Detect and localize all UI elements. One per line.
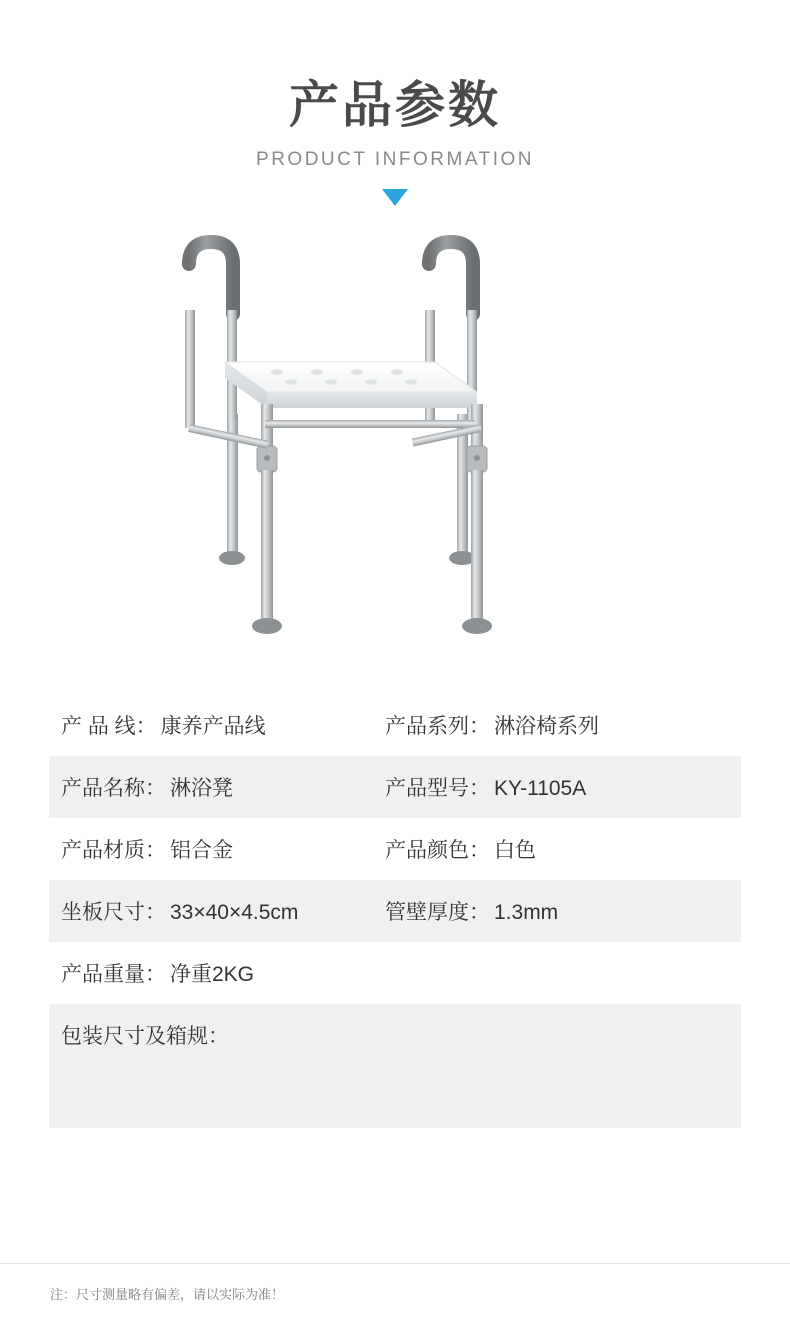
spec-cell: [49, 772, 381, 802]
table-row: [49, 880, 741, 942]
page-subtitle: PRODUCT INFORMATION: [256, 149, 534, 170]
spec-value: 净重2KG: [170, 963, 255, 986]
spec-label: 产品型号：: [385, 777, 490, 800]
spec-cell: [381, 896, 741, 926]
spec-value: 1.3mm: [494, 901, 559, 924]
stool-front-legs: [252, 404, 492, 634]
spec-label: 产 品 线：: [61, 715, 157, 738]
spec-table: [49, 694, 741, 1128]
footer-note-bar: [0, 1263, 790, 1323]
spec-label: 产品颜色：: [385, 839, 490, 862]
spec-value: KY-1105A: [494, 777, 587, 800]
table-row: [49, 756, 741, 818]
spec-cell: [49, 896, 381, 926]
table-row: [49, 1066, 741, 1128]
table-row: [49, 942, 741, 1004]
spec-label: 坐板尺寸：: [61, 901, 166, 924]
spec-cell: [381, 772, 741, 802]
spec-label: 管壁厚度：: [385, 901, 490, 924]
spec-value: 淋浴椅系列: [494, 715, 599, 738]
page-header: [0, 0, 790, 206]
spec-cell: [381, 710, 741, 740]
spec-label: 产品系列：: [385, 715, 490, 738]
spec-label: 产品材质：: [61, 839, 166, 862]
spec-value: 33×40×4.5cm: [170, 901, 299, 924]
stool-left-armrest: [185, 242, 237, 428]
table-row: [49, 694, 741, 756]
chevron-down-icon: [382, 189, 408, 206]
spec-cell: [49, 958, 381, 988]
table-row: [49, 818, 741, 880]
spec-cell: [49, 1020, 741, 1050]
spec-label: 包装尺寸及箱规：: [61, 1025, 229, 1048]
footer-note: 注：尺寸测量略有偏差，请以实际为准！: [50, 1287, 285, 1302]
spec-label: 产品名称：: [61, 777, 166, 800]
table-row: [49, 1004, 741, 1066]
spec-value: 康养产品线: [160, 715, 266, 738]
spec-label: 产品重量：: [61, 963, 166, 986]
stool-seat: [225, 362, 477, 408]
spec-value: 白色: [494, 839, 536, 862]
page-title: 产品参数: [289, 77, 501, 133]
product-image-container: [0, 224, 790, 694]
spec-cell: [49, 834, 381, 864]
spec-cell: [49, 710, 381, 740]
spec-cell: [381, 834, 741, 864]
shower-stool-illustration: [165, 224, 625, 684]
spec-value: 淋浴凳: [170, 777, 233, 800]
spec-value: 铝合金: [170, 839, 233, 862]
